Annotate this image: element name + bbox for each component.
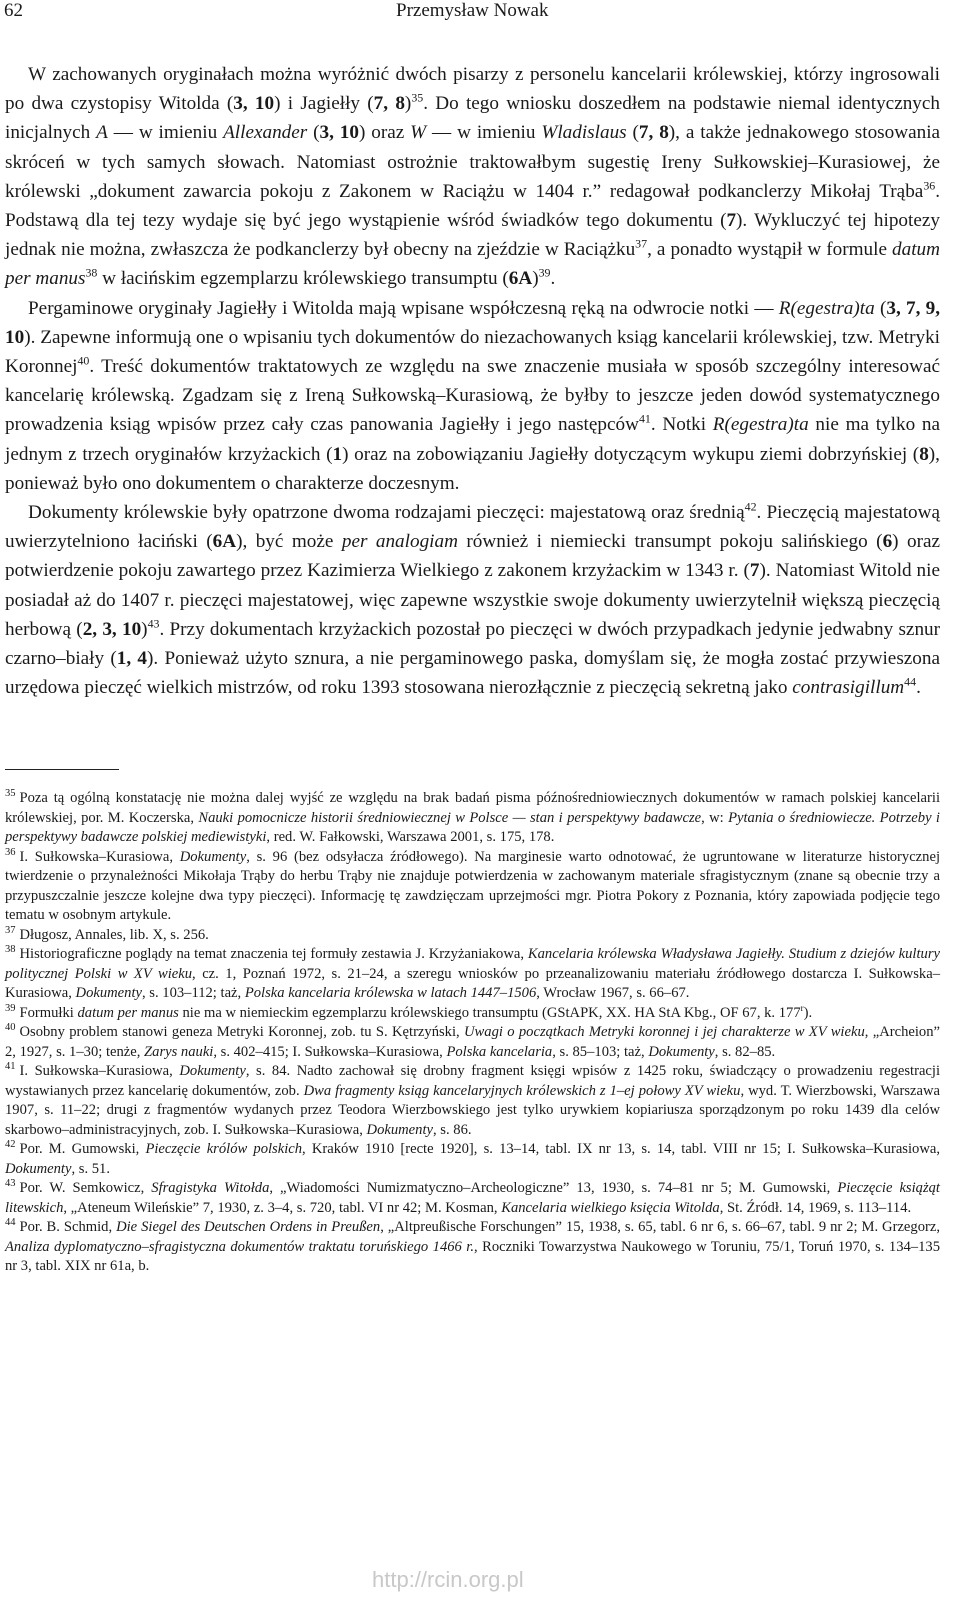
text-run: , cz. 1, Poznań 1972, s. 21–24, a szeregu wniosków po przeanalizowaniu materiału źródłowego dostarcza I. Sułkowska–Kurasiowa,	[5, 965, 940, 1001]
text-run: , wyd. T. Wierzbowski, Warszawa 1907, s. 11–22; drugi z fragmentów wydanych przez Teodora Wierzbowskiego jest tylko urywkiem kopiariusza sporządzonym po roku 1439 dla celów skarbowo–administracyjnych, zob. I. Sułkowska–Kurasiowa,	[5, 1082, 940, 1138]
italic-text: Polska kancelaria	[446, 1043, 553, 1060]
text-run: , „Archeion” 2, 1927, s. 1–30; tenże,	[5, 1024, 940, 1060]
text-run: , St. Źródł. 14, 1969, s. 113–114.	[719, 1199, 912, 1216]
italic-text: Dokumenty	[366, 1121, 433, 1138]
italic-text: Dokumenty	[5, 1160, 72, 1177]
italic-text: W	[410, 122, 427, 144]
italic-text: Die Siegel des Deutschen Ordens in Preußen	[116, 1219, 381, 1235]
text-run: ). Wykluczyć tej hipotezy jednak nie można, zwłaszcza że podkanclerzy był obecny na zjeździe w Raciążku	[5, 210, 940, 261]
footnote-number: 39	[5, 1002, 16, 1014]
italic-text: A	[96, 122, 108, 144]
document-ref: 1, 4	[116, 648, 148, 670]
text-run: , s. 85–103; taż,	[552, 1043, 649, 1060]
text-run: ) oraz	[359, 122, 411, 144]
footnotes	[5, 789, 940, 1277]
document-ref: 6	[882, 531, 893, 553]
text-run: , „Altpreußische Forschungen” 15, 1938, s. 65, tabl. 6 nr 6, s. 66–67, tabl. 9 nr 2; M. Grzegorz,	[380, 1219, 940, 1235]
text-run: )	[404, 93, 412, 115]
text-run: . Pieczęcią majestatową uwierzytelniono łaciński (	[5, 502, 940, 553]
footnote-ref: 39	[538, 266, 551, 281]
text-run: ) i Jagiełły (	[274, 93, 374, 115]
italic-text: Uwagi o początkach Metryki koronnej i jej charakterze w XV wieku	[464, 1024, 865, 1040]
text-run: Osobny problem stanowi geneza Metryki Koronnej, zob. tu S. Kętrzyński,	[19, 1024, 465, 1040]
text-run: )	[532, 268, 539, 290]
text-run: , s. 84. Nadto zachował się drobny fragment księgi wpisów z 1425 roku, świadczący o prowadzeniu regestracji wystawianych przez kancelarię dokumentów, zob.	[5, 1063, 941, 1099]
italic-text: contrasigillum	[792, 677, 905, 699]
text-run: , red. W. Fałkowski, Warszawa 2001, s. 175, 178.	[266, 829, 555, 845]
document-ref: 7, 8	[373, 93, 405, 115]
footnote-ref: 36	[923, 178, 936, 193]
italic-text: Pieczęcie królów polskich	[145, 1141, 303, 1157]
footnote-ref: 41	[638, 412, 651, 427]
document-ref: 6A	[508, 268, 533, 290]
page-header	[0, 0, 960, 24]
text-run: ), ponieważ było ono dokumentem o charakterze doczesnym.	[5, 443, 940, 494]
footnote	[5, 945, 940, 1004]
footnote	[5, 1004, 940, 1024]
document-ref: 7	[749, 560, 760, 582]
text-run: , s. 103–112; taż,	[142, 985, 245, 1001]
text-run: )	[141, 618, 148, 640]
footnote-ref: 38	[85, 266, 98, 281]
italic-text: Kancelaria wielkiego księcia Witolda	[501, 1199, 720, 1216]
italic-text: Dokumenty	[179, 1063, 246, 1079]
text-run: Historiograficzne poglądy na temat znaczenia tej formuły zestawia J. Krzyżaniakowa,	[19, 946, 528, 962]
italic-text: Pieczęcie książąt litewskich	[5, 1180, 940, 1216]
footnote-ref: 42	[744, 499, 757, 514]
italic-text: datum per manus	[5, 239, 940, 290]
text-run: ), być może	[236, 531, 342, 553]
italic-text: Allexander	[223, 122, 308, 144]
main-text	[5, 60, 940, 702]
text-run: ). Zapewne informują one o wpisaniu tych dokumentów do niezachowanych ksiąg kancelarii królewskiej, tzw. Metryki Koronnej	[5, 326, 940, 378]
text-run: ), a także jednakowego stosowania skróceń w tych samych słowach. Natomiast ostrożnie traktowałbym sugestię Ireny Sułkowskiej–Kurasiowej, że królewski „dokument zawarcia pokoju z Zakonem w Raciążu w 1404 r.” redagował podkanclerzy Mikołaj Trąba	[5, 122, 941, 202]
text-run: , a ponadto wystąpił w formule	[647, 239, 893, 261]
text-run: . Podstawą dla tej tezy wydaje się być jego wystąpienie wśród świadków tego dokumentu (	[5, 180, 940, 232]
footnote	[5, 1062, 940, 1140]
text-run: Formułki	[19, 1004, 78, 1021]
text-run: Pergaminowe oryginały Jagiełły i Witolda mają wpisane współczesną ręką na odwrocie notki —	[28, 297, 779, 319]
document-ref: 3, 10	[319, 122, 359, 144]
text-run: (	[874, 297, 887, 319]
text-run: , „Ateneum Wileńskie” 7, 1930, z. 3–4, s. 720, tabl. VI nr 42; M. Kosman,	[63, 1199, 502, 1216]
italic-text: Zarys nauki	[144, 1043, 214, 1060]
footnote	[5, 848, 940, 926]
italic-text: Analiza dyplomatyczno–sfragistyczna dokumentów traktatu toruńskiego 1466 r.	[5, 1238, 475, 1255]
text-run: .	[550, 268, 556, 290]
text-run: , s. 402–415; I. Sułkowska–Kurasiowa,	[213, 1043, 447, 1060]
italic-text: Dokumenty	[75, 985, 142, 1001]
footnote-number: 41	[5, 1061, 16, 1073]
document-ref: 1	[332, 443, 343, 465]
text-run: , Wrocław 1967, s. 66–67.	[536, 985, 690, 1001]
text-run: . Do tego wniosku doszedłem na podstawie niemal identycznych inicjalnych	[5, 93, 941, 144]
footnote	[5, 1179, 940, 1218]
text-run: , Kraków 1910 [recte 1920], s. 13–14, tabl. IX nr 13, s. 14, tabl. VIII nr 15; I. Sułkowska–Kurasiowa,	[302, 1141, 941, 1157]
text-run: — w imieniu	[426, 122, 542, 144]
footnote-ref: 35	[411, 90, 424, 105]
text-run: . Notki	[650, 414, 713, 436]
italic-text: Wladislaus	[541, 122, 627, 144]
italic-text: R(egestra)ta	[712, 414, 809, 436]
footnote	[5, 1140, 940, 1179]
text-run: Por. W. Semkowicz,	[19, 1180, 152, 1196]
paragraph	[5, 60, 940, 294]
text-run: Por. B. Schmid,	[19, 1219, 117, 1235]
text-run: w łacińskim egzemplarzu królewskiego transumptu (	[97, 268, 509, 290]
document-ref: 6A	[212, 531, 237, 553]
footnote-ref: 37	[635, 236, 648, 251]
footnote-ref: r	[800, 1002, 804, 1013]
footnote-ref: 44	[904, 674, 917, 689]
text-run: ).	[803, 1004, 813, 1021]
text-run: , s. 96 (bez odsyłacza źródłowego). Na marginesie warto odnotować, że ugruntowane w literaturze historycznej twierdzenie o przynależności Mikołaja Trąby do herbu Trąby nie znajduje potwierdzenia w zachowanym materiale sfragistycznym (znane są obecnie trzy a przypuszczalnie jeszcze kolejne dwa typy pieczęci). Informację tę zawdzięczam uprzejmości mgr. Piotra Pokory z Poznania, który zapowiada podjęcie tego tematu w osobnym artykule.	[5, 848, 940, 923]
paragraph	[5, 294, 940, 498]
text-run: Dokumenty królewskie były opatrzone dwoma rodzajami pieczęci: majestatową oraz średnią	[28, 502, 745, 524]
text-run: , s. 82–85.	[714, 1043, 776, 1060]
italic-text: Pytania o średniowiecze. Potrzeby i perspektywy badawcze polskiej mediewistyki	[5, 809, 940, 845]
document-ref: 7, 8	[638, 122, 669, 144]
italic-text: Sfragistyka Witołda	[151, 1180, 270, 1196]
text-run: W zachowanych oryginałach można wyróżnić dwóch pisarzy z personelu kancelarii królewskiej, którzy ingrosowali po dwa czystopisy Witolda (	[5, 64, 940, 115]
italic-text: Nauki pomocnicze historii średniowiecznej w Polsce — stan i perspektywy badawcze	[198, 809, 702, 826]
text-run: ) oraz potwierdzenie pokoju zawartego przez Kazimierza Wielkiego z zakonem krzyżackim w 1343 r. (	[5, 531, 940, 582]
italic-text: Dwa fragmenty ksiąg kancelaryjnych królewskich z 1–ej połowy XV wieku	[303, 1082, 741, 1099]
italic-text: per analogiam	[341, 531, 458, 553]
text-run: (	[626, 122, 639, 144]
text-run: ) oraz na zobowiązaniu Jagiełły dotyczącym wykupu ziemi dobrzyńskiej (	[342, 443, 920, 465]
text-run: , „Wiadomości Numizmatyczno–Archeologiczne” 13, 1930, s. 74–81 nr 5; M. Gumowski,	[269, 1180, 838, 1196]
footnote	[5, 789, 940, 848]
text-run: I. Sułkowska–Kurasiowa,	[19, 1063, 180, 1079]
running-head-author: Przemysław Nowak	[396, 0, 549, 21]
text-run: Długosz, Annales, lib. X, s. 256.	[19, 926, 209, 943]
text-run: Por. M. Gumowski,	[19, 1141, 146, 1157]
document-ref: 2, 3, 10	[82, 618, 142, 640]
watermark-url: http://rcin.org.pl	[372, 1567, 524, 1592]
footnote-number: 35	[5, 788, 16, 800]
footnote-number: 38	[5, 944, 16, 956]
text-run: , s. 86.	[433, 1121, 472, 1138]
italic-text: Polska kancelaria królewska w latach 1447–1506	[244, 985, 537, 1001]
text-run: I. Sułkowska–Kurasiowa,	[19, 848, 180, 865]
document-ref: 3, 7, 9, 10	[5, 297, 941, 348]
footnote	[5, 926, 940, 946]
italic-text: Kancelaria królewska Władysława Jagiełły. Studium z dziejów kultury politycznej Polski w XV wieku	[5, 946, 940, 982]
footnote-separator	[5, 769, 119, 770]
footnote-number: 44	[5, 1217, 16, 1229]
footnote-ref: 43	[147, 616, 160, 631]
footnote-number: 36	[5, 846, 16, 858]
document-ref: 7	[726, 210, 737, 232]
footnote-number: 42	[5, 1139, 16, 1151]
text-run: .	[916, 677, 921, 699]
footnote	[5, 1218, 940, 1277]
text-run: . Treść dokumentów traktatowych ze względu na swe znaczenie musiała w sposób szczególny interesować kancelarię królewską. Zgadzam się z Ireną Sułkowską–Kurasiową, że byłby to jeszcze jeden dowód systematycznego prowadzenia ksiąg wpisów przez cały czas panowania Jagiełły i jego następców	[5, 356, 940, 436]
text-run: (	[307, 122, 320, 144]
text-run: Poza tą ogólną konstatację nie można dalej wyjść ze względu na brak badań pisma późnośredniowiecznych dokumentów w ramach polskiej kancelarii królewskiej, por. M. Koczerska,	[5, 790, 940, 826]
text-run: , w:	[701, 809, 729, 826]
italic-text: R(egestra)ta	[778, 297, 875, 319]
footnote	[5, 1023, 940, 1062]
text-run: ). Natomiast Witold nie posiadał aż do 1407 r. pieczęci majestatowej, więc zapewne wszystkie swoje dokumenty uwierzytelnił większą pieczęcią herbową (	[5, 560, 941, 640]
document-ref: 3, 10	[233, 93, 275, 115]
text-run: — w imieniu	[107, 122, 224, 144]
footnote-number: 40	[5, 1022, 16, 1034]
page-number: 62	[4, 0, 23, 21]
text-run: nie ma w niemieckim egzemplarzu królewskiego transumptu (GStAPK, XX. HA StA Kbg., OF 67, k. 177	[178, 1004, 801, 1021]
text-run: . Przy dokumentach krzyżackich pozostał po pieczęci w dwóch przypadkach jedynie jedwabny sznur czarno–biały (	[5, 618, 941, 670]
italic-text: datum per manus	[77, 1004, 179, 1021]
italic-text: Dokumenty	[648, 1043, 715, 1060]
text-run: również i niemiecki transumpt pokoju salińskiego (	[457, 531, 883, 553]
document-ref: 8	[919, 443, 929, 465]
text-run: , Roczniki Towarzystwa Naukowego w Toruniu, 75/1, Toruń 1970, s. 134–135 nr 3, tabl. XIX nr 61a, b.	[5, 1238, 940, 1274]
text-run: ). Ponieważ użyto sznura, a nie pergaminowego paska, domyślam się, że mogła zostać przywieszona urzędowa pieczęć wielkich mistrzów, od roku 1393 stosowana nierozłącznie z pieczęcią sekretną jako	[5, 648, 941, 699]
footnote-number: 37	[5, 924, 16, 936]
text-run: , s. 51.	[71, 1160, 110, 1177]
footnote-ref: 40	[77, 353, 90, 368]
footnote-number: 43	[5, 1178, 16, 1190]
paragraph	[5, 498, 940, 702]
text-run: nie ma tylko na jednym z trzech oryginałów krzyżackich (	[5, 414, 940, 465]
italic-text: Dokumenty	[179, 848, 247, 865]
